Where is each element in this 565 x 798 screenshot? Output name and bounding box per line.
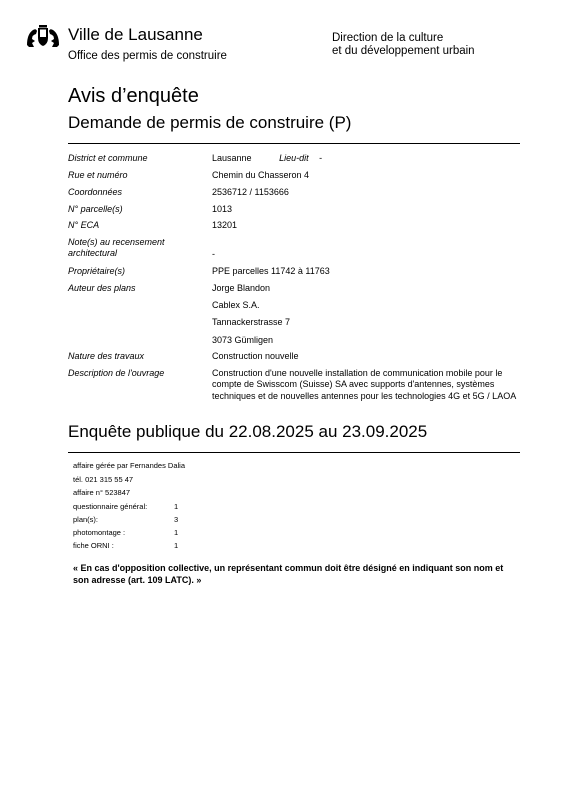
document-count: 3	[174, 515, 179, 524]
field-value	[212, 153, 524, 164]
field-value: 3073 Gümligen	[212, 335, 274, 345]
document-label: fiche ORNI :	[73, 541, 114, 550]
field-label: Description de l'ouvrage	[68, 368, 165, 378]
document-label: photomontage :	[73, 528, 126, 537]
lieu-dit-label: Lieu-dit	[279, 153, 309, 163]
case-phone: tél. 021 315 55 47	[73, 475, 134, 484]
divider	[68, 143, 520, 144]
brand-title: Ville de Lausanne	[68, 25, 203, 44]
document-count: 1	[174, 541, 179, 550]
field-label: Coordonnées	[68, 187, 123, 197]
field-value: -	[212, 249, 215, 259]
field-value: Jorge Blandon	[212, 283, 271, 293]
field-value: Cablex S.A.	[212, 300, 260, 310]
document-count: 1	[174, 502, 179, 511]
document-count: 1	[174, 528, 179, 537]
field-label: N° ECA	[68, 220, 100, 230]
field-value: Tannackerstrasse 7	[212, 317, 291, 327]
field-label: Rue et numéro	[68, 170, 128, 180]
page-header	[25, 25, 545, 70]
lausanne-coat-of-arms-icon	[25, 25, 61, 49]
field-value: Construction d'une nouvelle installation de communication mobile pour le compte de Swisscom (Suisse) SA avec supports d'antennes, systèmes techniques et de nouvelles antennes pour les technologies 4G et 5G / LAOA	[212, 368, 517, 401]
case-manager: affaire gérée par Fernandes Dalia	[73, 461, 186, 470]
collective-opposition-note: « En cas d'opposition collective, un représentant commun doit être désigné en indiquant son nom et son adresse (art. 109 LATC). »	[73, 563, 504, 585]
divider	[68, 452, 520, 453]
inquiry-period: Enquête publique du 22.08.2025 au 23.09.2025	[68, 422, 428, 441]
field-label: Auteur des plans	[68, 283, 136, 293]
field-label: N° parcelle(s)	[68, 204, 123, 214]
brand-subtitle: Office des permis de construire	[68, 50, 227, 62]
case-number: affaire n° 523847	[73, 488, 131, 497]
commune-value: Lausanne	[212, 153, 252, 163]
document-label: questionnaire général:	[73, 502, 148, 511]
field-value: Chemin du Chasseron 4	[212, 170, 310, 180]
field-label: Propriétaire(s)	[68, 266, 126, 276]
field-value: 1013	[212, 204, 233, 214]
field-label: Nature des travaux	[68, 351, 145, 361]
field-value: 2536712 / 1153666	[212, 187, 289, 197]
document-label: plan(s):	[73, 515, 99, 524]
field-label: District et commune	[68, 153, 148, 163]
department-name	[332, 32, 475, 58]
field-value: Construction nouvelle	[212, 351, 299, 361]
field-value: PPE parcelles 11742 à 11763	[212, 266, 330, 276]
lieu-dit-value: -	[319, 153, 323, 163]
document-title: Avis d’enquête	[68, 85, 199, 107]
field-value: 13201	[212, 220, 238, 230]
field-label: Note(s) au recensement architectural	[68, 237, 165, 258]
document-subtitle: Demande de permis de construire (P)	[68, 113, 352, 132]
department-line-1: Direction de la culture	[332, 32, 444, 44]
department-line-2: et du développement urbain	[332, 45, 475, 57]
